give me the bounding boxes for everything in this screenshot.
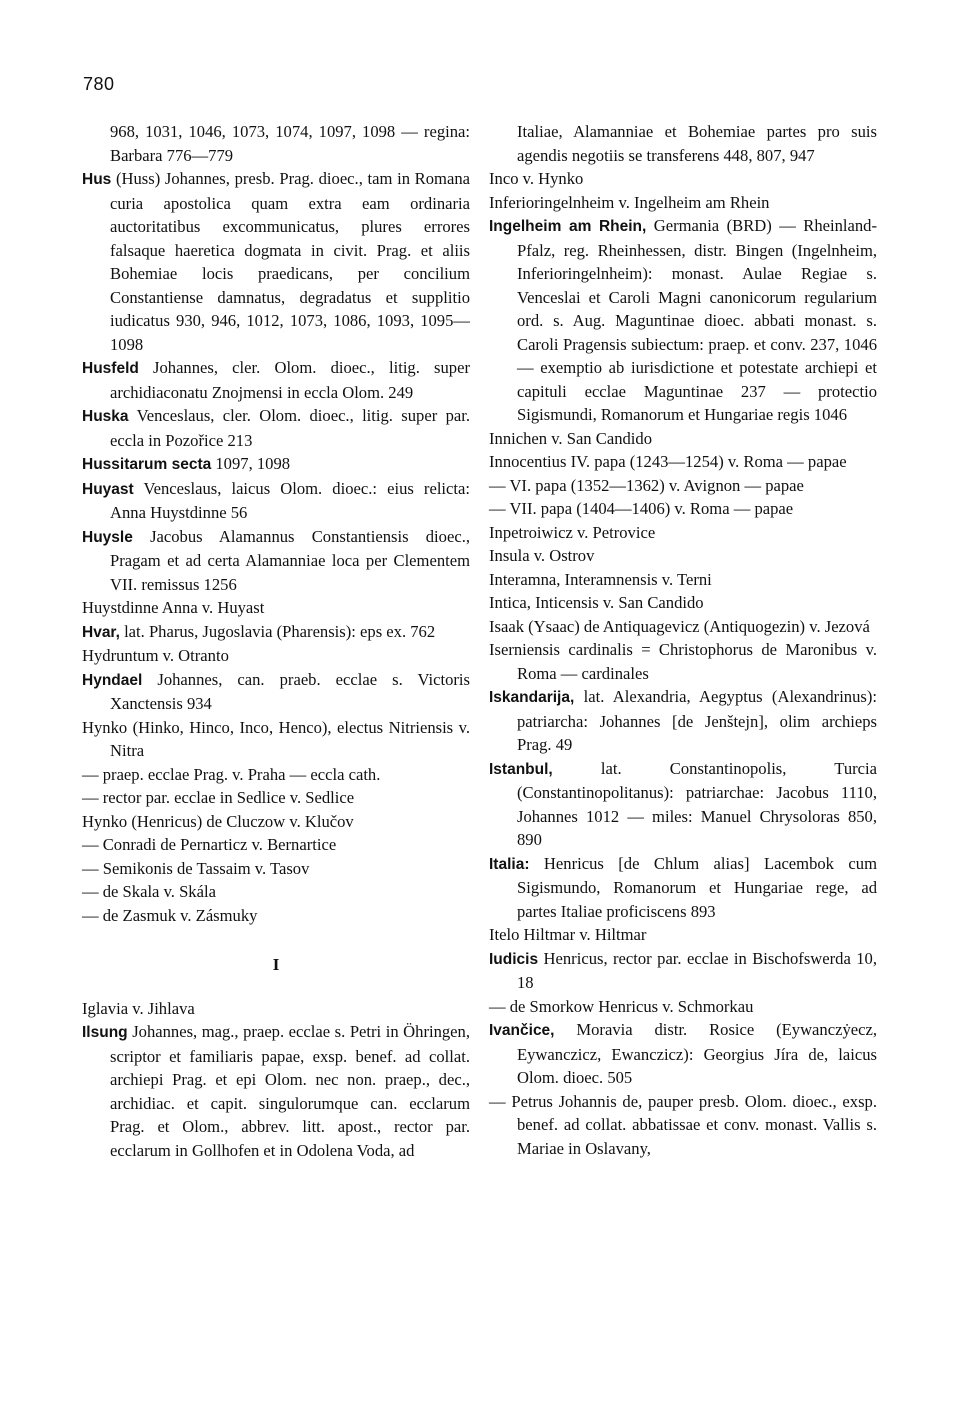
entry-text: Johannes, can. praeb. ecclae s. Victoris Xanctensis 934 bbox=[110, 669, 470, 713]
entry-text: Inpetroiwicz v. Petrovice bbox=[489, 522, 656, 542]
entry-text: — praep. ecclae Prag. v. Praha — eccla cath. bbox=[82, 764, 381, 784]
entry-headword: Italia: bbox=[489, 855, 530, 873]
index-entry bbox=[82, 525, 470, 597]
index-entry bbox=[82, 810, 470, 834]
entry-text: Jacobus Alamannus Constantiensis dioec., Pragam et ad certa Alamanniae loca per Clementem VII. remissus 1256 bbox=[110, 526, 470, 594]
entry-headword: Hvar, bbox=[82, 623, 120, 641]
entry-text: lat. Pharus, Jugoslavia (Pharensis): eps ex. 762 bbox=[119, 621, 436, 641]
entry-text: Moravia distr. Rosice (Eywanczẏecz, Eywanczicz, Ewanczicz): Georgius Jíra de, laicus Olom. dioec. 505 bbox=[517, 1020, 877, 1087]
entry-text: — de Smorkow Henricus v. Schmorkau bbox=[489, 996, 754, 1016]
entry-text: Innichen v. San Candido bbox=[489, 428, 652, 448]
index-entry bbox=[489, 191, 877, 215]
entry-headword: Iudicis bbox=[489, 950, 539, 968]
entry-text: — rector par. ecclae in Sedlice v. Sedlice bbox=[82, 788, 355, 807]
entry-text: Henricus [de Chlum alias] Lacembok cum Sigismundo, Romanorum et Hungariae rege, ad partes Italiae proficiscens 893 bbox=[517, 853, 877, 921]
index-entry bbox=[82, 644, 470, 668]
index-entry bbox=[82, 620, 470, 645]
entry-text: Johannes, cler. Olom. dioec., litig. super archidiaconatu Znojmensi in eccla Olom. 249 bbox=[110, 358, 470, 402]
index-entry bbox=[82, 763, 470, 787]
index-entry bbox=[489, 521, 877, 545]
index-entry bbox=[82, 477, 470, 525]
index-entry bbox=[82, 904, 470, 928]
entry-headword: Hussitarum secta bbox=[82, 456, 212, 473]
index-entry bbox=[489, 120, 877, 167]
index-entry bbox=[489, 474, 877, 498]
entry-text: — Semikonis de Tassaim v. Tasov bbox=[82, 858, 310, 878]
index-entry bbox=[489, 923, 877, 947]
index-entry bbox=[82, 120, 470, 167]
entry-text: Iserniensis cardinalis = Christophorus de Maronibus v. Roma — cardinales bbox=[489, 640, 877, 683]
index-entry bbox=[82, 596, 470, 620]
entry-headword: Huyast bbox=[82, 480, 134, 498]
entry-text: 1097, 1098 bbox=[211, 454, 291, 473]
index-entry bbox=[489, 757, 877, 852]
index-entry bbox=[489, 450, 877, 474]
index-entry bbox=[82, 404, 470, 452]
index-entry bbox=[489, 427, 877, 451]
index-entry bbox=[82, 786, 470, 810]
entry-text: Venceslaus, cler. Olom. dioec., litig. super par. eccla in Pozořice 213 bbox=[110, 406, 470, 450]
left-column bbox=[82, 120, 470, 1162]
index-entry bbox=[489, 947, 877, 995]
entry-text: — VI. papa (1352—1362) v. Avignon — papae bbox=[489, 475, 804, 495]
index-entry bbox=[489, 638, 877, 685]
entry-text: Henricus, rector par. ecclae in Bischofswerda 10, 18 bbox=[517, 948, 877, 992]
entry-headword: Huska bbox=[82, 408, 129, 425]
entry-headword: Ilsung bbox=[82, 1024, 128, 1041]
index-entry bbox=[82, 857, 470, 881]
index-entry bbox=[489, 568, 877, 592]
entry-text: — VII. papa (1404—1406) v. Roma — papae bbox=[489, 499, 794, 518]
entry-text: lat. Alexandria, Aegyptus (Alexandrinus): patriarcha: Johannes [de Jenštejn], olim archieps Prag. 49 bbox=[517, 687, 877, 754]
index-entry bbox=[82, 167, 470, 356]
index-entry bbox=[489, 591, 877, 615]
entry-text: — de Skala v. Skála bbox=[82, 882, 216, 901]
entry-text: Isaak (Ysaac) de Antiquagevicz (Antiquogezin) v. Jezová bbox=[489, 616, 870, 636]
entry-text: Hynko (Henricus) de Cluczow v. Klučov bbox=[82, 811, 354, 831]
entry-headword: Hus bbox=[82, 171, 112, 188]
section-letter: I bbox=[272, 955, 280, 974]
entry-text: Hydruntum v. Otranto bbox=[82, 646, 229, 665]
index-entry bbox=[82, 668, 470, 716]
right-column bbox=[489, 120, 877, 1160]
index-entry bbox=[82, 452, 470, 477]
index-entry bbox=[489, 1018, 877, 1090]
entry-text: Innocentius IV. papa (1243—1254) v. Roma — papae bbox=[489, 452, 847, 471]
entry-headword: Ingelheim am Rhein, bbox=[489, 218, 647, 235]
right-entries bbox=[489, 120, 877, 1160]
entry-text: Huystdinne Anna v. Huyast bbox=[82, 598, 265, 617]
entry-headword: Husfeld bbox=[82, 360, 139, 377]
index-entry bbox=[489, 852, 877, 924]
entry-text: Insula v. Ostrov bbox=[489, 546, 595, 565]
entry-text: Inco v. Hynko bbox=[489, 169, 584, 188]
entry-headword: Iskandarija, bbox=[489, 689, 575, 706]
entry-text: Johannes, mag., praep. ecclae s. Petri in Öhringen, scriptor et familiaris papae, exsp. benef. ad collat. archiepi Prag. et epi Olom. nec non. praep., dec., archidiac. et capit. singulorumque can. ecclarum Prag. et Olom., abbrev. litt. apost., rector par. ecclarum in Gollhofen et in Odolena Voda, ad bbox=[110, 1022, 470, 1160]
entry-text: — de Zasmuk v. Zásmuky bbox=[82, 905, 258, 925]
entry-headword: Huysle bbox=[82, 528, 133, 546]
left-entries bbox=[82, 120, 470, 927]
entry-text: Intica, Inticensis v. San Candido bbox=[489, 593, 704, 612]
entry-text: Hynko (Hinko, Hinco, Inco, Henco), electus Nitriensis v. Nitra bbox=[82, 717, 470, 760]
entry-text: Iglavia v. Jihlava bbox=[82, 998, 195, 1018]
entry-text: — Conradi de Pernarticz v. Bernartice bbox=[82, 835, 337, 854]
entry-text: (Huss) Johannes, presb. Prag. dioec., tam in Romana curia apostolica quam extra eam ordinaria auctoritatibus excommunicatus, plures errores falsaque haeretica dogmata in civit. Prag. et aliis Bohemiae locis praedicans, per concilium Constantiense damnatus, degradatus et supplitio iudicatus 930, 946, 1012, 1073, 1086, 1093, 1095—1098 bbox=[110, 169, 470, 354]
index-entry bbox=[82, 716, 470, 763]
entry-text: Germania (BRD) — Rheinland-Pfalz, reg. Rheinhessen, distr. Bingen (Ingelnheim, Inferioringelnheim): monast. Aulae Regiae s. Venceslai et Caroli Magni canonicorum regularium ord. s. Aug. Maguntinae dioec. abbati monast. s. Caroli Pragensis subiectum: praep. et conv. 237, 1046 — exemptio ab iurisdictione et potestate archiepi et capituli ecclae Maguntinae 237 — protectio Sigismundi, Romanorum et Hungariae regis 1046 bbox=[517, 216, 877, 424]
entry-text: 968, 1031, 1046, 1073, 1074, 1097, 1098 — regina: Barbara 776—779 bbox=[110, 122, 470, 165]
index-entry bbox=[82, 833, 470, 857]
index-entry bbox=[489, 497, 877, 521]
index-entry bbox=[489, 544, 877, 568]
left-entries-after bbox=[82, 997, 470, 1163]
index-entry bbox=[489, 685, 877, 757]
entry-text: Interamna, Interamnensis v. Terni bbox=[489, 569, 712, 589]
index-entry bbox=[82, 880, 470, 904]
index-entry bbox=[82, 997, 470, 1021]
entry-headword: Istanbul, bbox=[489, 760, 553, 778]
entry-text: lat. Constantinopolis, Turcia (Constantinopolitanus): patriarchae: Jacobus 1110, Johannes 1012 — miles: Manuel Chrysoloras 850, 890 bbox=[517, 758, 877, 849]
entry-headword: Ivančice, bbox=[489, 1022, 555, 1039]
entry-text: Inferioringelnheim v. Ingelheim am Rhein bbox=[489, 192, 770, 212]
index-entry bbox=[82, 1020, 470, 1162]
index-entry bbox=[489, 214, 877, 427]
entry-text: Italiae, Alamanniae et Bohemiae partes pro suis agendis negotiis se transferens 448, 807, 947 bbox=[517, 122, 877, 165]
index-entry bbox=[82, 356, 470, 404]
index-entry bbox=[489, 995, 877, 1019]
index-entry bbox=[489, 1090, 877, 1161]
entry-text: — Petrus Johannis de, pauper presb. Olom. dioec., exsp. benef. ad collat. abbatissae et conv. monast. Vallis s. Mariae in Oslavany, bbox=[489, 1091, 877, 1158]
index-entry bbox=[489, 167, 877, 191]
entry-headword: Hyndael bbox=[82, 671, 143, 689]
entry-text: Venceslaus, laicus Olom. dioec.: eius relicta: Anna Huystdinne 56 bbox=[110, 478, 470, 522]
entry-text: Itelo Hiltmar v. Hiltmar bbox=[489, 925, 647, 944]
page-number: 780 bbox=[83, 74, 115, 94]
index-entry bbox=[489, 615, 877, 639]
